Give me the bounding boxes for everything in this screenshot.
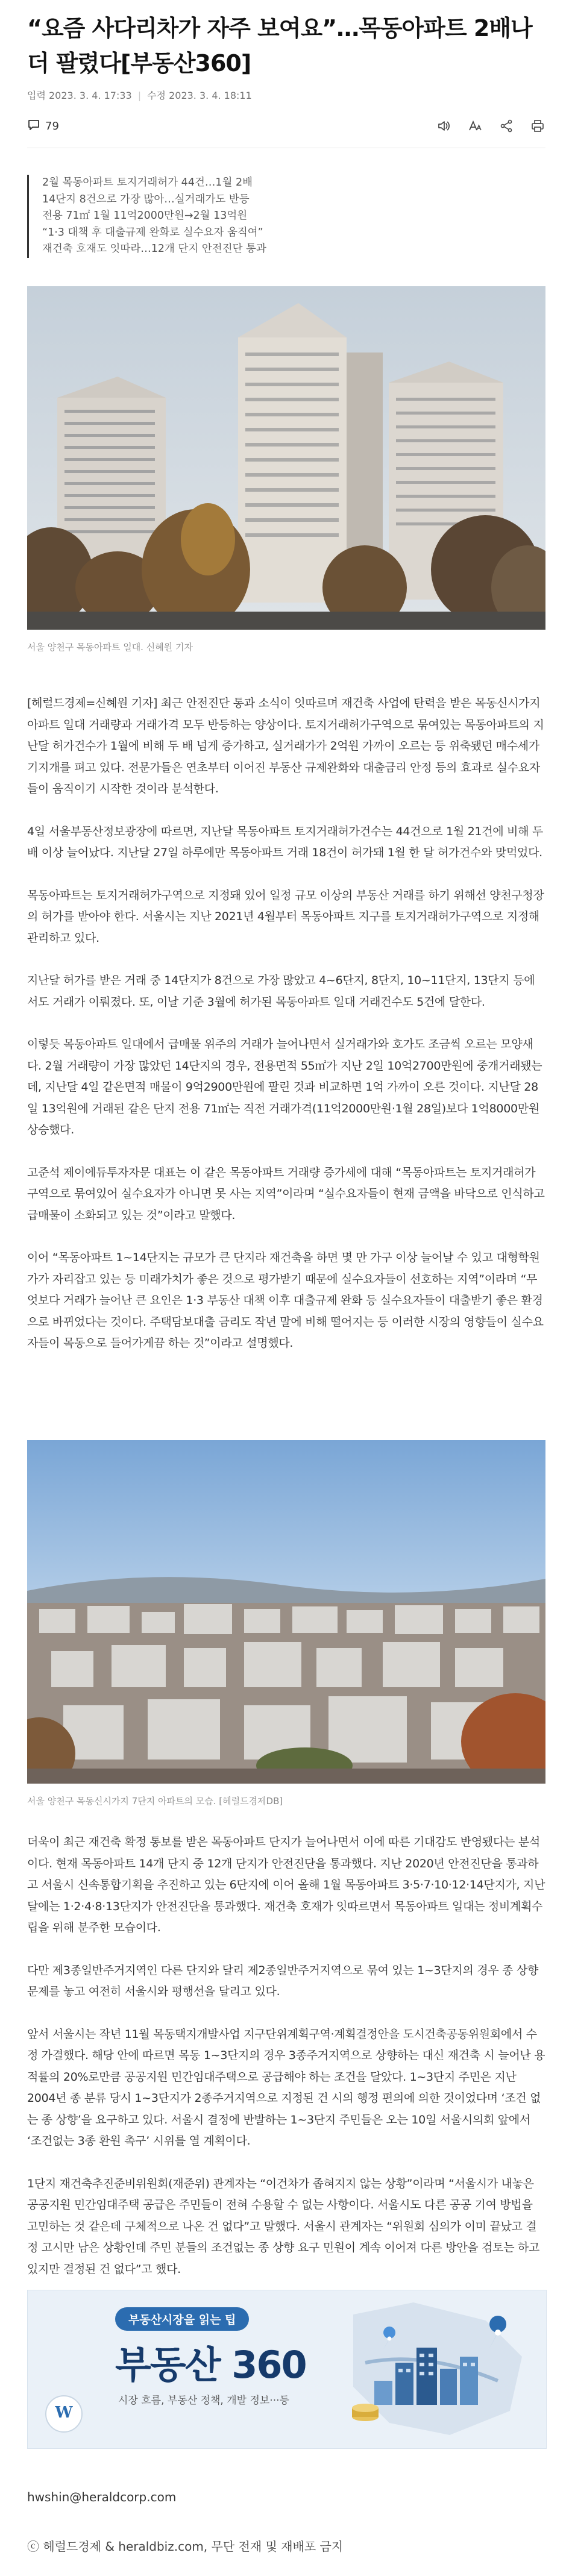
reporter-email[interactable]: hwshin@heraldcorp.com xyxy=(27,2490,177,2504)
photo-caption: 서울 양천구 목동아파트 일대. 신혜원 기자 xyxy=(27,642,193,653)
modified-date: 수정 2023. 3. 4. 18:11 xyxy=(147,90,252,101)
photo-caption: 서울 양천구 목동신시가지 7단지 아파트의 모습. [헤럴드경제DB] xyxy=(27,1796,283,1807)
published-date: 입력 2023. 3. 4. 17:33 xyxy=(27,90,132,101)
paragraph: 지난달 허가를 받은 거래 중 14단지가 8건으로 가장 많았고 4~6단지, 8단지, 10~11단지, 13단지 등에서도 거래가 이뤄졌다. 또, 이날 기준 3월에 허가된 목동아파트 일대 거래건수도 5건에 달한다. xyxy=(27,974,535,1009)
tool-icons xyxy=(436,118,545,134)
banner-title: 부동산 360 xyxy=(115,2343,306,2387)
article-photo-aerial xyxy=(27,1440,545,1784)
summary-line: 14단지 8건으로 가장 많아…실거래가도 반등 xyxy=(42,193,250,205)
print-icon[interactable] xyxy=(530,118,545,134)
font-size-icon[interactable] xyxy=(467,118,483,134)
date-separator: | xyxy=(137,90,142,101)
article-body xyxy=(27,693,545,1376)
summary-line: “1·3 대책 후 대출규제 완화로 실수요자 움직여” xyxy=(42,226,263,239)
paragraph: 4일 서울부동산정보광장에 따르면, 지난달 목동아파트 토지거래허가건수는 44건으로 1월 21건에 비해 두 배 이상 늘어났다. 지난달 27일 하루에만 목동아파트 거래 18건이 허가돼 1월 한 달 허가건수와 맞먹었다. xyxy=(27,824,544,859)
summary-line: 재건축 호재도 잇따라…12개 단지 안전진단 통과 xyxy=(42,243,266,255)
headline: “요즘 사다리차가 자주 보여요”…목동아파트 2배나 더 팔렸다[부동산360] xyxy=(27,15,532,77)
comment-icon xyxy=(27,118,40,134)
comment-button[interactable] xyxy=(27,118,59,134)
paragraph: 1단지 재건축추진준비위원회(재준위) 관계자는 “이건차가 좁혀지지 않는 상황”이라며 “서울시가 내놓은 공공지원 민간임대주택 공급은 주민들이 전혀 수용할 수 없는 사항이다. 서울시도 다른 공공 기여 방법을 고민하는 것 같은데 구체적으로 나온 건 없다”고 말했다. 서울시 관계자는 “위원회 심의가 이미 끝났고 결정 고시만 남은 상황인데 주민 분들의 조건없는 종 상향 요구 민원이 계속 이어져 다른 방안을 검토는 하고 있지만 결정된 건 없다”고 했다. xyxy=(27,2176,540,2276)
paragraph: 이어 “목동아파트 1~14단지는 규모가 큰 단지라 재건축을 하면 몇 만 가구 이상 늘어날 수 있고 대형학원가가 자리잡고 있는 등 미래가치가 좋은 것으로 평가받기 때문에 실수요자들이 선호하는 지역”이라며 “무엇보다 거래가 늘어난 큰 요인은 1·3 부동산 대책 이후 대출규제 완화 등 실수요자들이 대출받기 좋은 환경으로 바뀌었다는 것이다. 주택담보대출 금리도 작년 말에 비해 떨어지는 등 이러한 시장의 영향들이 실수요자들이 목동으로 들어가게끔 하는 것”이라고 설명했다. xyxy=(27,1251,544,1350)
paragraph: 목동아파트는 토지거래허가구역으로 지정돼 있어 일정 규모 이상의 부동산 거래를 하기 위해선 양천구청장의 허가를 받아야 한다. 서울시는 지난 2021년 4월부터 목동아파트 지구를 토지거래허가구역으로 지정해 관리하고 있다. xyxy=(27,888,544,945)
w-logo-icon: W xyxy=(55,2404,73,2422)
paragraph: 앞서 서울시는 작년 11월 목동택지개발사업 지구단위계획구역·계획결정안을 도시건축공동위원회에서 수정 가결했다. 해당 안에 따르면 목동 1~3단지의 경우 3종주거지역으로 상향하는 대신 재건축 시 늘어난 용적률의 20%로만큼 공공지원 민간임대주택으로 공급해야 하는 조건을 달았다. 1~3단지 주민은 지난 2004년 종 분류 당시 1~3단지가 2종주거지역으로 지정된 건 시의 행정 편의에 의한 것이었다며 ‘조건 없는 종 상향’을 요구하고 있다. 서울시 결정에 반발하는 1~3단지 주민들은 오는 10일 서울시의회 앞에서 ‘조건없는 3종 환원 촉구’ 시위를 열 계획이다. xyxy=(27,2027,545,2148)
article-body-continued xyxy=(27,1832,545,2301)
paragraph: 다만 제3종일반주거지역인 다른 단지와 달리 제2종일반주거지역으로 묶여 있는 1~3단지의 경우 종 상향 문제를 놓고 여전히 서울시와 평행선을 달리고 있다. xyxy=(27,1963,539,1998)
paragraph: 이렇듯 목동아파트 일대에서 급매물 위주의 거래가 늘어나면서 실거래가와 호가도 조금씩 오르는 모양새다. 2월 거래량이 가장 많았던 14단지의 경우, 전용면적 55㎡가 지난 2일 10억2700만원에 중개거래됐는데, 지난달 4일 같은면적 매물이 9억2900만원에 팔린 것과 비교하면 1억 가까이 오른 것이다. 지난달 28일 13억원에 거래된 같은 단지 전용 71㎡는 직전 거래가격(11억2000만원·1월 28일)보다 1억8000만원 상승했다. xyxy=(27,1038,542,1136)
comment-count: 79 xyxy=(45,120,59,133)
article-summary xyxy=(27,175,380,258)
summary-line: 2월 목동아파트 토지거래허가 44건…1월 2배 xyxy=(42,177,253,189)
copyright: ⓒ 헤럴드경제 & heraldbiz.com, 무단 전재 및 재배포 금지 xyxy=(27,2539,344,2554)
share-icon[interactable] xyxy=(498,118,514,134)
article-photo-apartments xyxy=(27,286,545,630)
realestate360-banner[interactable] xyxy=(27,2290,547,2449)
paragraph: 고준석 제이에듀투자자문 대표는 이 같은 목동아파트 거래량 증가세에 대해 “목동아파트는 토지거래허가구역으로 묶여있어 실수요자가 아니면 못 사는 지역”이라며 “실수요자들이 현재 금액을 바닥으로 인식하고 급매물이 소화되고 있는 것”이라고 말했다. xyxy=(27,1165,545,1222)
summary-line: 전용 71㎡ 1월 11억2000만원→2월 13억원 xyxy=(42,210,248,222)
article-toolbar xyxy=(27,118,545,135)
listen-icon[interactable] xyxy=(436,118,451,134)
banner-pill: 부동산시장을 읽는 팁 xyxy=(115,2307,249,2331)
article-dates xyxy=(27,88,252,102)
paragraph: [헤럴드경제=신혜원 기자] 최근 안전진단 통과 소식이 잇따르며 재건축 사업에 탄력을 받은 목동신시가지아파트 일대 거래량과 거래가격 모두 반등하는 양상이다. 토지거래허가구역으로 묶여있는 목동아파트의 지난달 허가건수가 1월에 비해 두 배 넘게 증가하고, 실거래가가 2억원 가까이 오르는 등 위축됐던 매수세가 기지개를 펴고 있다. 전문가들은 연초부터 이어진 부동산 규제완화와 대출금리 안정 등의 효과로 실수요자들이 움직이기 시작한 것이라 분석한다. xyxy=(27,697,544,795)
banner-subtitle: 시장 흐름, 부동산 정책, 개발 정보···등 xyxy=(118,2395,289,2407)
paragraph: 더욱이 최근 재건축 확정 통보를 받은 목동아파트 단지가 늘어나면서 이에 따른 기대감도 반영됐다는 분석이다. 현재 목동아파트 14개 단지 중 12개 단지가 안전진단을 통과했다. 지난 2020년 안전진단을 통과하고 서울시 신속통합기획을 추진하고 있는 6단지에 이어 올해 1월 목동아파트 3·5·7·10·12·14단지가, 지난달에는 1·2·4·8·13단지가 안전진단을 통과했다. 재건축 호재가 잇따르면서 목동아파트 일대는 정비계획수립을 위해 분주한 모습이다. xyxy=(27,1835,545,1934)
